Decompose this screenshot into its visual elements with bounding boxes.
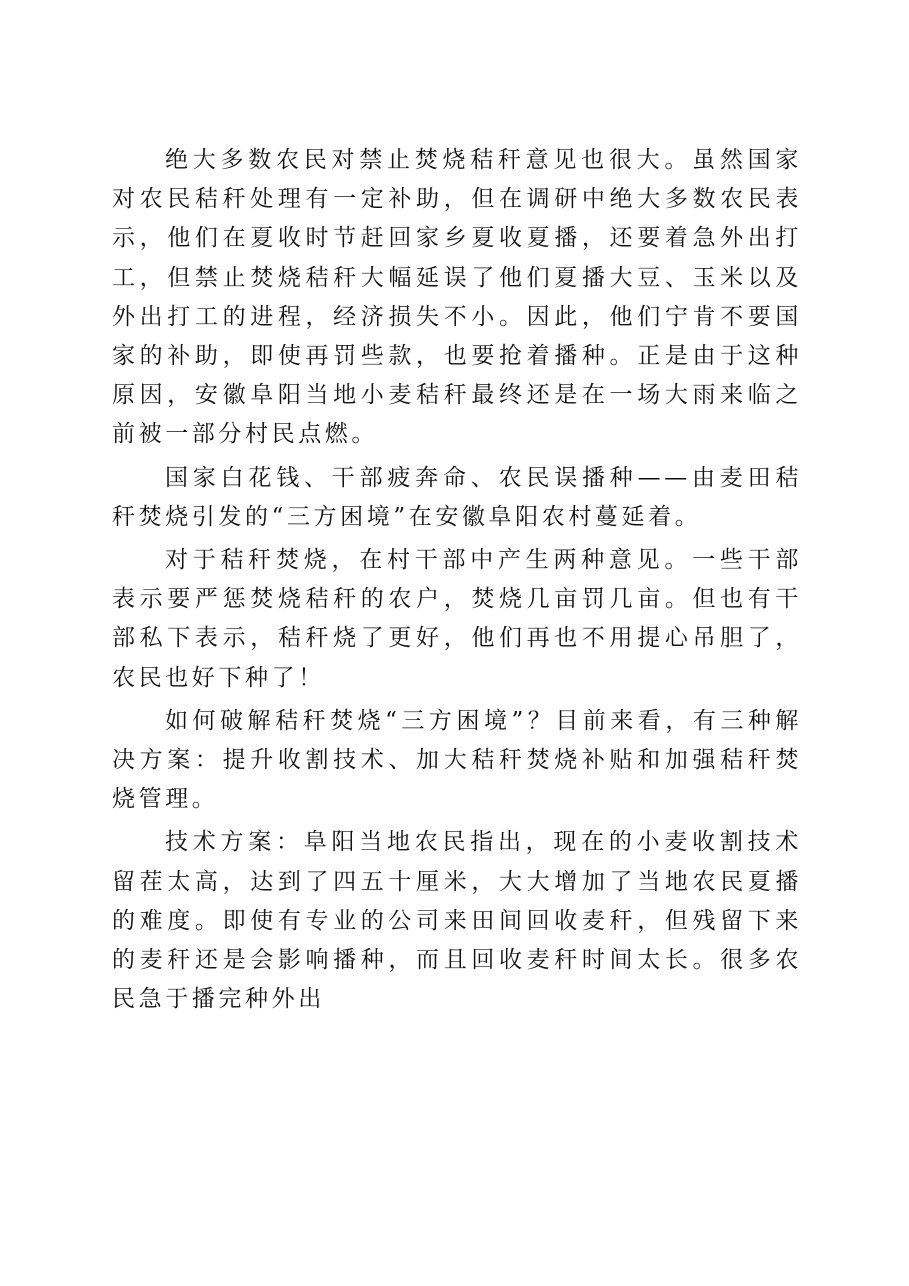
paragraph-5: 技术方案：阜阳当地农民指出，现在的小麦收割技术留茬太高，达到了四五十厘米，大大增加了当地农民夏播的难度。即使有专业的公司来田间回收麦秆，但残留下来的麦秆还是会影响播种，而且回收麦秆时间太长。很多农民急于播完种外出 <box>112 829 802 1013</box>
paragraph-3: 对于秸秆焚烧，在村干部中产生两种意见。一些干部表示要严惩焚烧秸秆的农户，焚烧几亩罚几亩。但也有干部私下表示，秸秆烧了更好，他们再也不用提心吊胆了，农民也好下种了！ <box>112 547 802 691</box>
paragraph-1: 绝大多数农民对禁止焚烧秸秆意见也很大。虽然国家对农民秸秆处理有一定补助，但在调研中绝大多数农民表示，他们在夏收时节赶回家乡夏收夏播，还要着急外出打工，但禁止焚烧秸秆大幅延误了他们夏播大豆、玉米以及外出打工的进程，经济损失不小。因此，他们宁肯不要国家的补助，即使再罚些款，也要抢着播种。正是由于这种原因，安徽阜阳当地小麦秸秆最终还是在一场大雨来临之前被一部分村民点燃。 <box>112 147 802 448</box>
paragraph-4: 如何破解秸秆焚烧“三方困境”？目前来看，有三种解决方案：提升收割技术、加大秸秆焚烧补贴和加强秸秆焚烧管理。 <box>112 707 802 813</box>
paragraph-2: 国家白花钱、干部疲奔命、农民误播种——由麦田秸秆焚烧引发的“三方困境”在安徽阜阳农村蔓延着。 <box>112 464 802 530</box>
document-body <box>112 141 802 1023</box>
